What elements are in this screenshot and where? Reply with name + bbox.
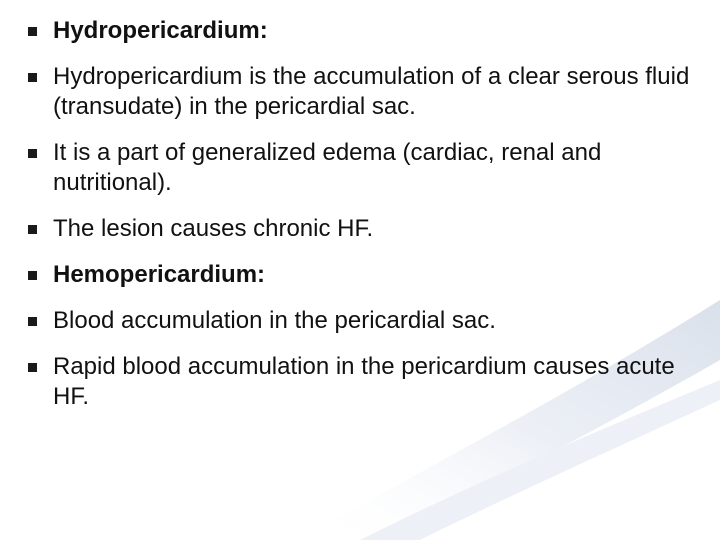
bullet-item-blood-accumulation bbox=[25, 306, 695, 336]
square-bullet-icon bbox=[28, 317, 37, 326]
bullet-item-acute-hf bbox=[25, 352, 695, 412]
bullet-item-hydropericardium-definition bbox=[25, 62, 695, 122]
bullet-item-chronic-hf bbox=[25, 214, 695, 244]
square-bullet-icon bbox=[28, 149, 37, 158]
square-bullet-icon bbox=[28, 363, 37, 372]
bullet-text: Hydropericardium: bbox=[53, 17, 268, 44]
bullet-text: The lesion causes chronic HF. bbox=[53, 215, 374, 242]
square-bullet-icon bbox=[28, 27, 37, 36]
bullet-text: It is a part of generalized edema (cardiac, renal and nutritional). bbox=[53, 139, 602, 196]
bullet-text: Hemopericardium: bbox=[53, 261, 266, 288]
square-bullet-icon bbox=[28, 73, 37, 82]
square-bullet-icon bbox=[28, 225, 37, 234]
bullet-item-hemopericardium-heading bbox=[25, 260, 695, 290]
bullet-item-hydropericardium-heading bbox=[25, 16, 695, 46]
bullet-text: Rapid blood accumulation in the pericardium causes acute HF. bbox=[53, 353, 675, 410]
bullet-text: Blood accumulation in the pericardial sac. bbox=[53, 307, 496, 334]
bullet-text: Hydropericardium is the accumulation of a clear serous fluid (transudate) in the pericardial sac. bbox=[53, 63, 690, 120]
square-bullet-icon bbox=[28, 271, 37, 280]
bullet-item-generalized-edema bbox=[25, 138, 695, 198]
bullet-list bbox=[25, 16, 695, 428]
